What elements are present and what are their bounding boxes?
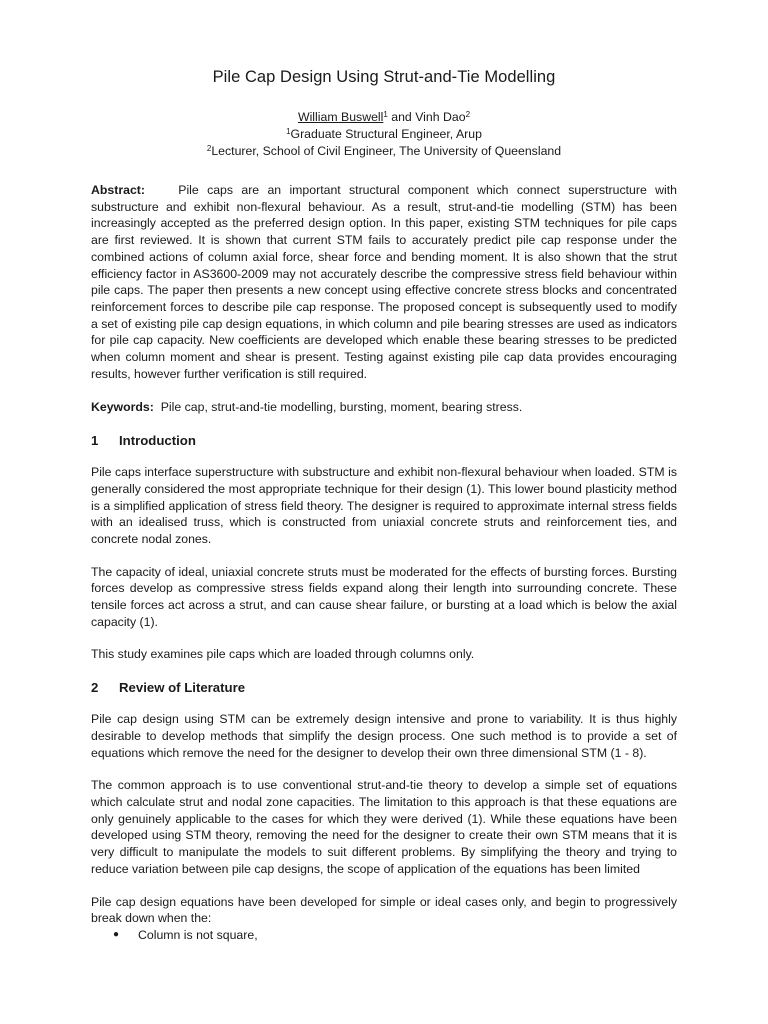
author-2-name: Vinh Dao xyxy=(415,110,466,124)
affiliation-1-text: Graduate Structural Engineer, Arup xyxy=(290,127,482,141)
author-2-sup: 2 xyxy=(465,110,471,119)
section-2-number: 2 xyxy=(91,680,99,696)
section-1-number: 1 xyxy=(91,433,99,449)
keywords-label: Keywords: xyxy=(91,400,154,415)
section-2-title: Review of Literature xyxy=(119,680,246,696)
abstract-label: Abstract: xyxy=(91,183,145,197)
paper-title: Pile Cap Design Using Strut-and-Tie Modelling xyxy=(212,68,556,86)
section-2-paragraph-2: The common approach is to use conventional strut-and-tie theory to develop a simple set of equations which calculate strut and nodal zone capacities. The limitation to this approach is that these equations are only genuinely applicable to the cases for which they were derived (1). While these equations have been developed using STM theory, removing the need for the designer to create their own STM means that it is very difficult to manipulate the models to suit different problems. By simplifying the theory and trying to reduce variation between pile cap designs, the scope of application of the equations has been limited xyxy=(91,778,677,876)
affiliation-2 xyxy=(91,143,677,160)
section-2-paragraph-1: Pile cap design using STM can be extremely design intensive and prone to variability. It is thus highly desirable to develop methods that simplify the design process. One such method is to provide a set of equations which remove the need for the designer to develop their own three dimensional STM (1 - 8). xyxy=(91,712,677,760)
affiliation-2-sup: 2 xyxy=(206,144,212,153)
abstract-paragraph xyxy=(91,182,677,382)
bullet-text: Column is not square, xyxy=(138,927,258,942)
section-1-paragraph-2: The capacity of ideal, uniaxial concrete struts must be moderated for the effects of bursting forces. Bursting forces develop as compressive stress fields expand along their length into surrounding concrete. These tensile forces act across a strut, and can cause shear failure, or bursting at a load which is below the axial capacity (1). xyxy=(91,564,677,629)
author-line xyxy=(91,109,677,126)
keywords-text: Pile cap, strut-and-tie modelling, bursting, moment, bearing stress. xyxy=(160,400,523,415)
section-2-paragraph-3: Pile cap design equations have been developed for simple or ideal cases only, and begin to progressively break down when the: xyxy=(91,894,677,926)
author-1-name: William Buswell xyxy=(297,110,384,124)
bullet-icon: ● xyxy=(113,928,120,940)
author-1-sup: 1 xyxy=(383,110,388,119)
keywords-paragraph xyxy=(91,399,677,416)
author-conjunction: and xyxy=(387,110,416,124)
abstract-text: Pile caps are an important structural component which connect superstructure with substructure and exhibit non-flexural behaviour. As a result, strut-and-tie modelling (STM) has been increasingly accepted as the preferred design option. In this paper, existing STM techniques for pile caps are first reviewed. It is shown that current STM fails to accurately predict pile cap response under the combined actions of column axial force, shear force and bending moment. It is also shown that the strut efficiency factor in AS3600-2009 may not accurately describe the compressive stress field behaviour within pile caps. The paper then presents a new concept using effective concrete stress blocks and concentrated reinforcement forces to describe pile cap response. The proposed concept is subsequently used to modify a set of existing pile cap design equations, in which column and pile bearing stresses are used as indicators for pile cap capacity. New coefficients are developed which enable these bearing stresses to be predicted when column moment and shear is present. Testing against existing pile cap data provides encouraging results, however further verification is still required. xyxy=(91,183,677,381)
list-item xyxy=(91,927,677,944)
section-1-paragraph-1: Pile caps interface superstructure with substructure and exhibit non-flexural behaviour when loaded. STM is generally considered the most appropriate technique for their design (1). This lower bound plasticity method is a simplified application of stress field theory. The designer is required to approximate internal stress fields with an idealised truss, which is constructed from uniaxial concrete struts and reinforcement ties, and concrete nodal zones. xyxy=(91,465,677,546)
section-1-paragraph-3: This study examines pile caps which are loaded through columns only. xyxy=(91,647,475,662)
section-2-heading xyxy=(91,679,677,697)
affiliation-1-sup: 1 xyxy=(286,127,291,136)
section-2-bullet-list xyxy=(91,927,677,944)
section-1-title: Introduction xyxy=(119,433,196,449)
section-1-heading xyxy=(91,432,677,450)
affiliation-1 xyxy=(91,126,677,143)
affiliation-2-text: Lecturer, School of Civil Engineer, The University of Queensland xyxy=(211,144,562,158)
